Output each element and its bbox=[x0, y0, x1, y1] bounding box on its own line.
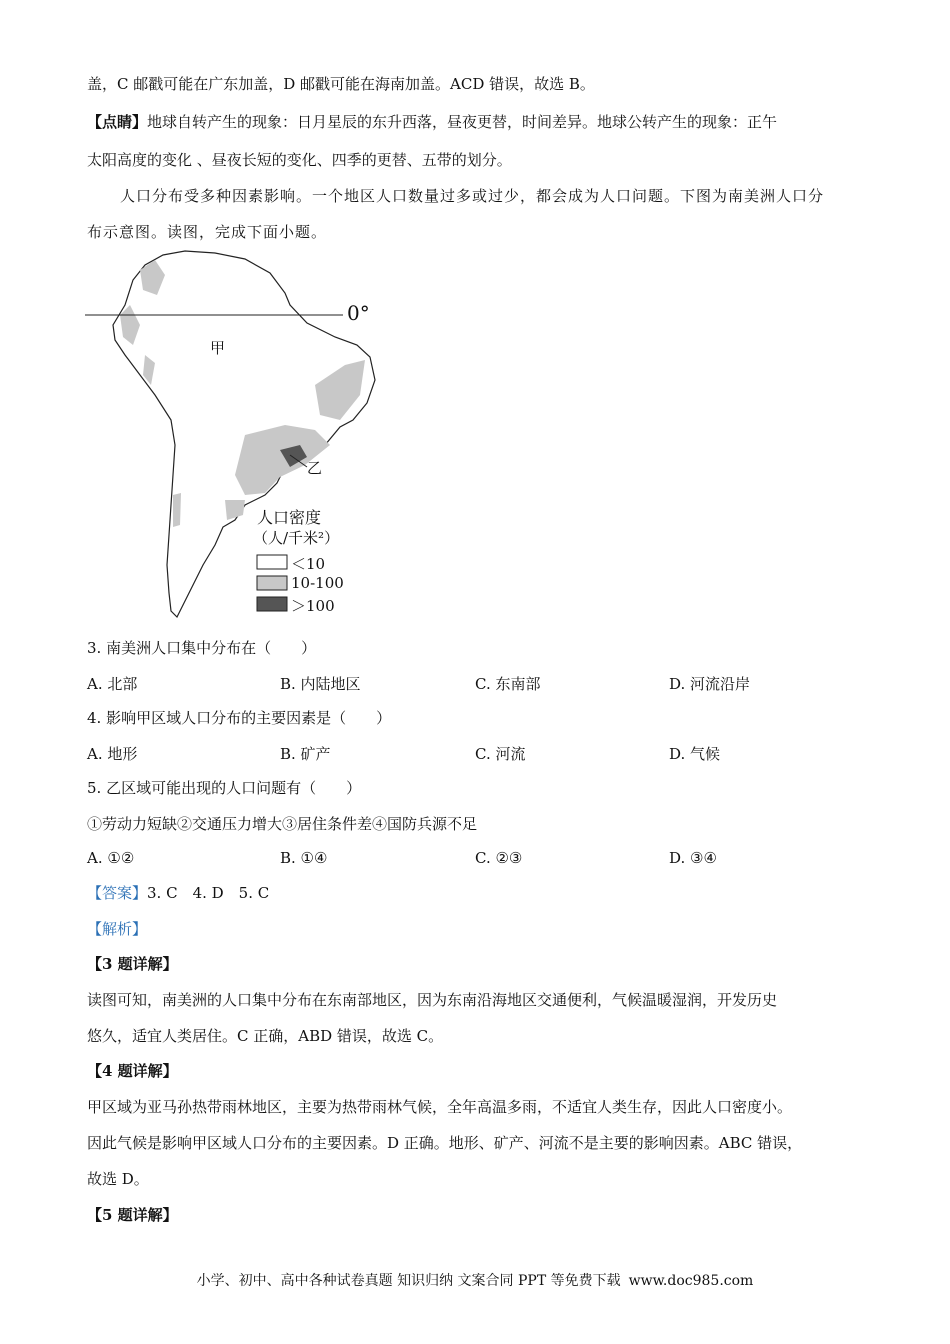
option-c: C. 河流 bbox=[475, 745, 526, 763]
answer-tag: 【答案】 bbox=[87, 884, 148, 902]
tip-paragraph bbox=[87, 112, 777, 132]
option-a: A. ①② bbox=[87, 849, 135, 867]
detail-title: 【4 题详解】 bbox=[87, 1062, 178, 1080]
label-yi: 乙 bbox=[307, 459, 323, 477]
text-line: 太阳高度的变化 、昼夜长短的变化、四季的更替、五带的划分。 bbox=[87, 151, 512, 169]
legend-unit: （人/千米²） bbox=[253, 529, 340, 547]
question-stem: 3. 南美洲人口集中分布在（ ） bbox=[87, 639, 317, 657]
answer-line bbox=[87, 883, 269, 903]
detail-text: 读图可知，南美洲的人口集中分布在东南部地区，因为东南沿海地区交通便利，气候温暖湿润，开发历史 bbox=[87, 991, 778, 1009]
answer-text: 3. C 4. D 5. C bbox=[147, 884, 270, 902]
option-a: A. 北部 bbox=[87, 675, 138, 693]
option-b: B. ①④ bbox=[280, 849, 328, 867]
question-extra: ①劳动力短缺②交通压力增大③居住条件差④国防兵源不足 bbox=[87, 815, 478, 833]
question-stem: 4. 影响甲区域人口分布的主要因素是（ ） bbox=[87, 709, 392, 727]
continent-outline bbox=[113, 251, 375, 617]
legend-swatch-low bbox=[257, 555, 287, 569]
legend-label-medium: 10-100 bbox=[291, 574, 344, 592]
option-b: B. 内陆地区 bbox=[280, 675, 361, 693]
tip-tag: 【点睛】 bbox=[87, 113, 148, 131]
option-d: D. 河流沿岸 bbox=[669, 675, 751, 693]
density-region-medium bbox=[225, 500, 245, 520]
legend-swatch-high bbox=[257, 597, 287, 611]
page-footer bbox=[0, 1270, 950, 1290]
detail-text: 因此气候是影响甲区域人口分布的主要因素。D 正确。地形、矿产、河流不是主要的影响因素。ABC 错误， bbox=[87, 1134, 803, 1152]
detail-title: 【3 题详解】 bbox=[87, 955, 178, 973]
legend-title: 人口密度 bbox=[257, 508, 322, 527]
detail-text: 故选 D。 bbox=[87, 1170, 149, 1188]
south-america-population-map bbox=[85, 245, 385, 625]
detail-title: 【5 题详解】 bbox=[87, 1206, 178, 1224]
option-b: B. 矿产 bbox=[280, 745, 331, 763]
text-line: 盖，C 邮戳可能在广东加盖，D 邮戳可能在海南加盖。ACD 错误，故选 B。 bbox=[87, 75, 595, 93]
intro-line: 布示意图。读图，完成下面小题。 bbox=[87, 223, 328, 241]
option-c: C. 东南部 bbox=[475, 675, 541, 693]
map-svg bbox=[85, 245, 385, 625]
option-d: D. ③④ bbox=[669, 849, 717, 867]
label-jia: 甲 bbox=[210, 339, 226, 357]
detail-text: 悠久，适宜人类居住。C 正确，ABD 错误，故选 C。 bbox=[87, 1027, 444, 1045]
option-d: D. 气候 bbox=[669, 745, 721, 763]
legend-label-low: ＜10 bbox=[291, 555, 326, 573]
footer-text: 小学、初中、高中各种试卷真题 知识归纳 文案合同 PPT 等免费下载 bbox=[196, 1273, 621, 1289]
option-c: C. ②③ bbox=[475, 849, 523, 867]
question-stem: 5. 乙区域可能出现的人口问题有（ ） bbox=[87, 779, 362, 797]
tip-text: 地球自转产生的现象：日月星辰的东升西落，昼夜更替，时间差异。地球公转产生的现象：正午 bbox=[147, 113, 778, 131]
intro-line: 人口分布受多种因素影响。一个地区人口数量过多或过少，都会成为人口问题。下图为南美洲人口分 bbox=[120, 187, 825, 205]
detail-text: 甲区域为亚马孙热带雨林地区，主要为热带雨林气候，全年高温多雨，不适宜人类生存，因此人口密度小。 bbox=[87, 1098, 793, 1116]
equator-label: 0° bbox=[347, 301, 370, 325]
density-region-medium bbox=[173, 493, 181, 527]
legend-label-high: ＞100 bbox=[291, 597, 335, 615]
analysis-tag: 【解析】 bbox=[87, 920, 148, 938]
option-a: A. 地形 bbox=[87, 745, 138, 763]
legend-swatch-medium bbox=[257, 576, 287, 590]
footer-url[interactable]: www.doc985.com bbox=[628, 1273, 754, 1289]
